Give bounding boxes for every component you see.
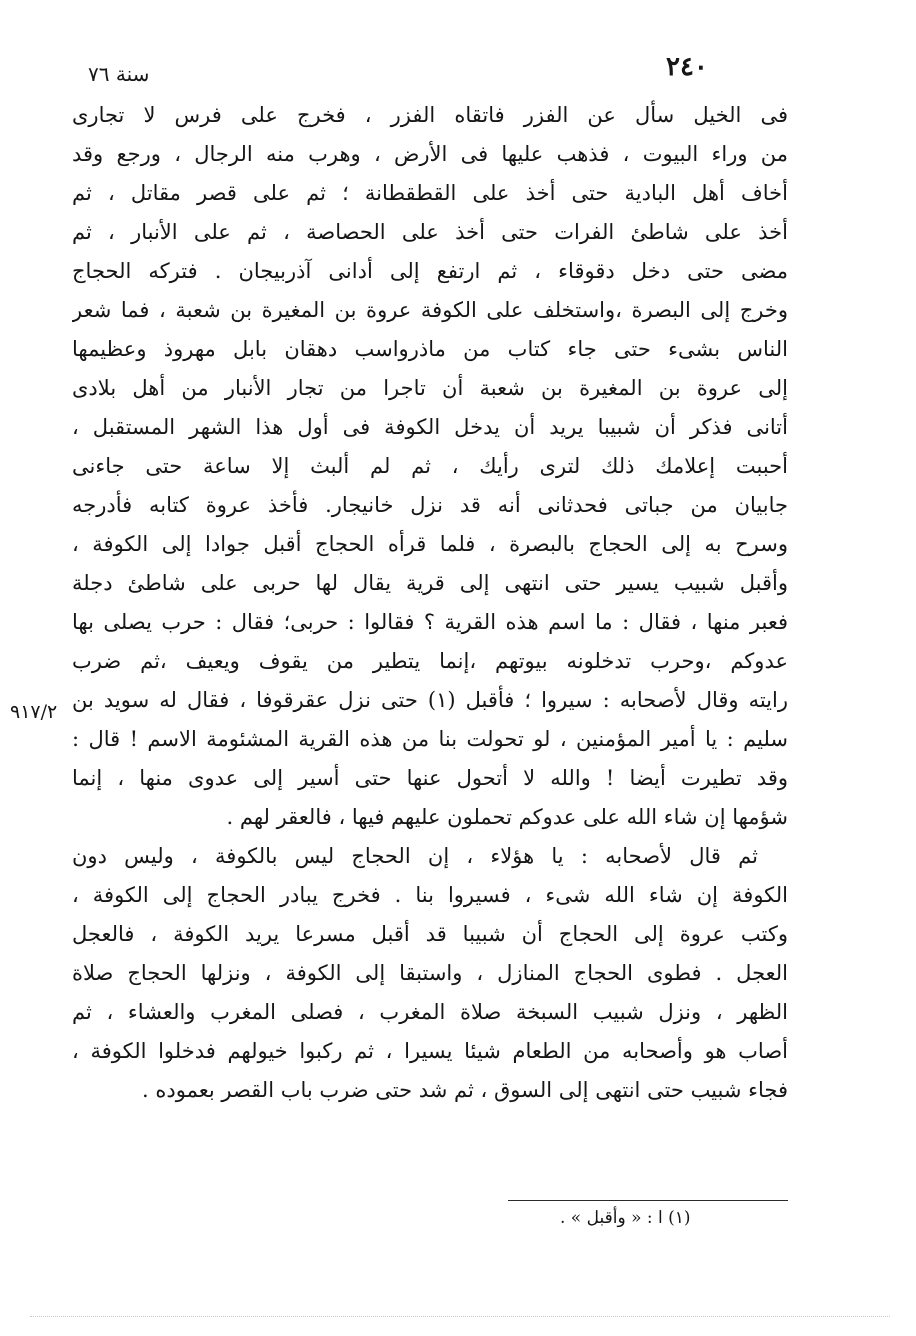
text-line: إلى عروة بن المغيرة بن شعبة أن تاجرا من تجار الأنبار من أهل بلادى <box>72 376 788 400</box>
text-line: أخاف أهل البادية حتى أخذ على القطقطانة ؛ ثم على قصر مقاتل ، ثم <box>72 181 788 205</box>
text-line: أصاب هو وأصحابه من الطعام شيئا يسيرا ، ثم ركبوا خيولهم فدخلوا الكوفة ، <box>72 1039 788 1063</box>
text-line: الناس بشىء حتى جاء كتاب من ماذرواسب دهقان بابل مهروذ وعظيمها <box>72 337 788 361</box>
text-line: فى الخيل سأل عن الفزر فاتقاه الفزر ، فخرج على فرس لا تجارى <box>72 103 788 127</box>
text-line: شؤمها إن شاء الله على عدوكم تحملون عليهم فيها ، فالعقر لهم . <box>226 805 788 829</box>
text-line: الظهر ، ونزل شبيب السبخة صلاة المغرب ، فصلى المغرب والعشاء ، ثم <box>72 1000 788 1024</box>
text-line: وقد تطيرت أيضا ! والله لا أتحول عنها حتى أسير إلى عدوى منها ، إنما <box>72 766 788 790</box>
margin-reference: ٩١٧/٢ <box>10 701 58 723</box>
text-line: عدوكم ،وحرب تدخلونه بيوتهم ،إنما يتطير من يقوف ويعيف ،ثم ضرب <box>72 649 788 673</box>
text-line: وسرح به إلى الحجاج بالبصرة ، فلما قرأه الحجاج أقبل جوادا إلى الكوفة ، <box>72 532 788 556</box>
text-line: العجل . فطوى الحجاج المنازل ، واستبقا إلى الكوفة ، ونزلها الحجاج صلاة <box>72 961 788 985</box>
text-line: سليم : يا أمير المؤمنين ، لو تحولت بنا من هذه القرية المشئومة الاسم ! قال : <box>72 727 788 751</box>
page-number: ٢٤٠ <box>666 52 708 82</box>
running-header-year: سنة ٧٦ <box>88 62 150 86</box>
text-line: جابيان من جباتى فحدثانى أنه قد نزل خانيجار. فأخذ عروة كتابه فأدرجه <box>72 493 788 517</box>
text-line: أحببت إعلامك ذلك لترى رأيك ، ثم لم ألبث إلا ساعة حتى جاءنى <box>72 454 788 478</box>
text-line: وخرج إلى البصرة ،واستخلف على الكوفة عروة بن المغيرة بن شعبة ، فما شعر <box>72 298 788 322</box>
body-text <box>72 96 788 1110</box>
footnote: (١) ا : « وأقبل » . <box>560 1208 691 1228</box>
text-line: من وراء البيوت ، فذهب عليها فى الأرض ، وهرب منه الرجال ، ورجع وقد <box>72 142 788 166</box>
text-line: رايته وقال لأصحابه : سيروا ؛ فأقبل (١) حتى نزل عقرقوفا ، فقال له سويد بن <box>72 688 788 712</box>
text-line: وأقبل شبيب يسير حتى انتهى إلى قرية يقال لها حربى على شاطئ دجلة <box>72 571 788 595</box>
text-line: مضى حتى دخل دقوقاء ، ثم ارتفع إلى أدانى آذربيجان . فتركه الحجاج <box>72 259 788 283</box>
footnote-divider <box>508 1200 788 1201</box>
text-line: ثم قال لأصحابه : يا هؤلاء ، إن الحجاج ليس بالكوفة ، وليس دون <box>72 844 758 868</box>
text-line: فجاء شبيب حتى انتهى إلى السوق ، ثم شد حتى ضرب باب القصر بعموده . <box>142 1078 788 1102</box>
text-line: الكوفة إن شاء الله شىء ، فسيروا بنا . فخرج يبادر الحجاج إلى الكوفة ، <box>72 883 788 907</box>
text-line: أتانى فذكر أن شبيبا يريد أن يدخل الكوفة فى أول هذا الشهر المستقبل ، <box>72 415 788 439</box>
text-line: وكتب عروة إلى الحجاج أن شبيبا قد أقبل مسرعا يريد الكوفة ، فالعجل <box>72 922 788 946</box>
text-line: أخذ على شاطئ الفرات حتى أخذ على الحصاصة ، ثم على الأنبار ، ثم <box>72 220 788 244</box>
scan-bottom-edge <box>30 1316 890 1317</box>
text-line: فعبر منها ، فقال : ما اسم هذه القرية ؟ فقالوا : حربى؛ فقال : حرب يصلى بها <box>72 610 788 634</box>
